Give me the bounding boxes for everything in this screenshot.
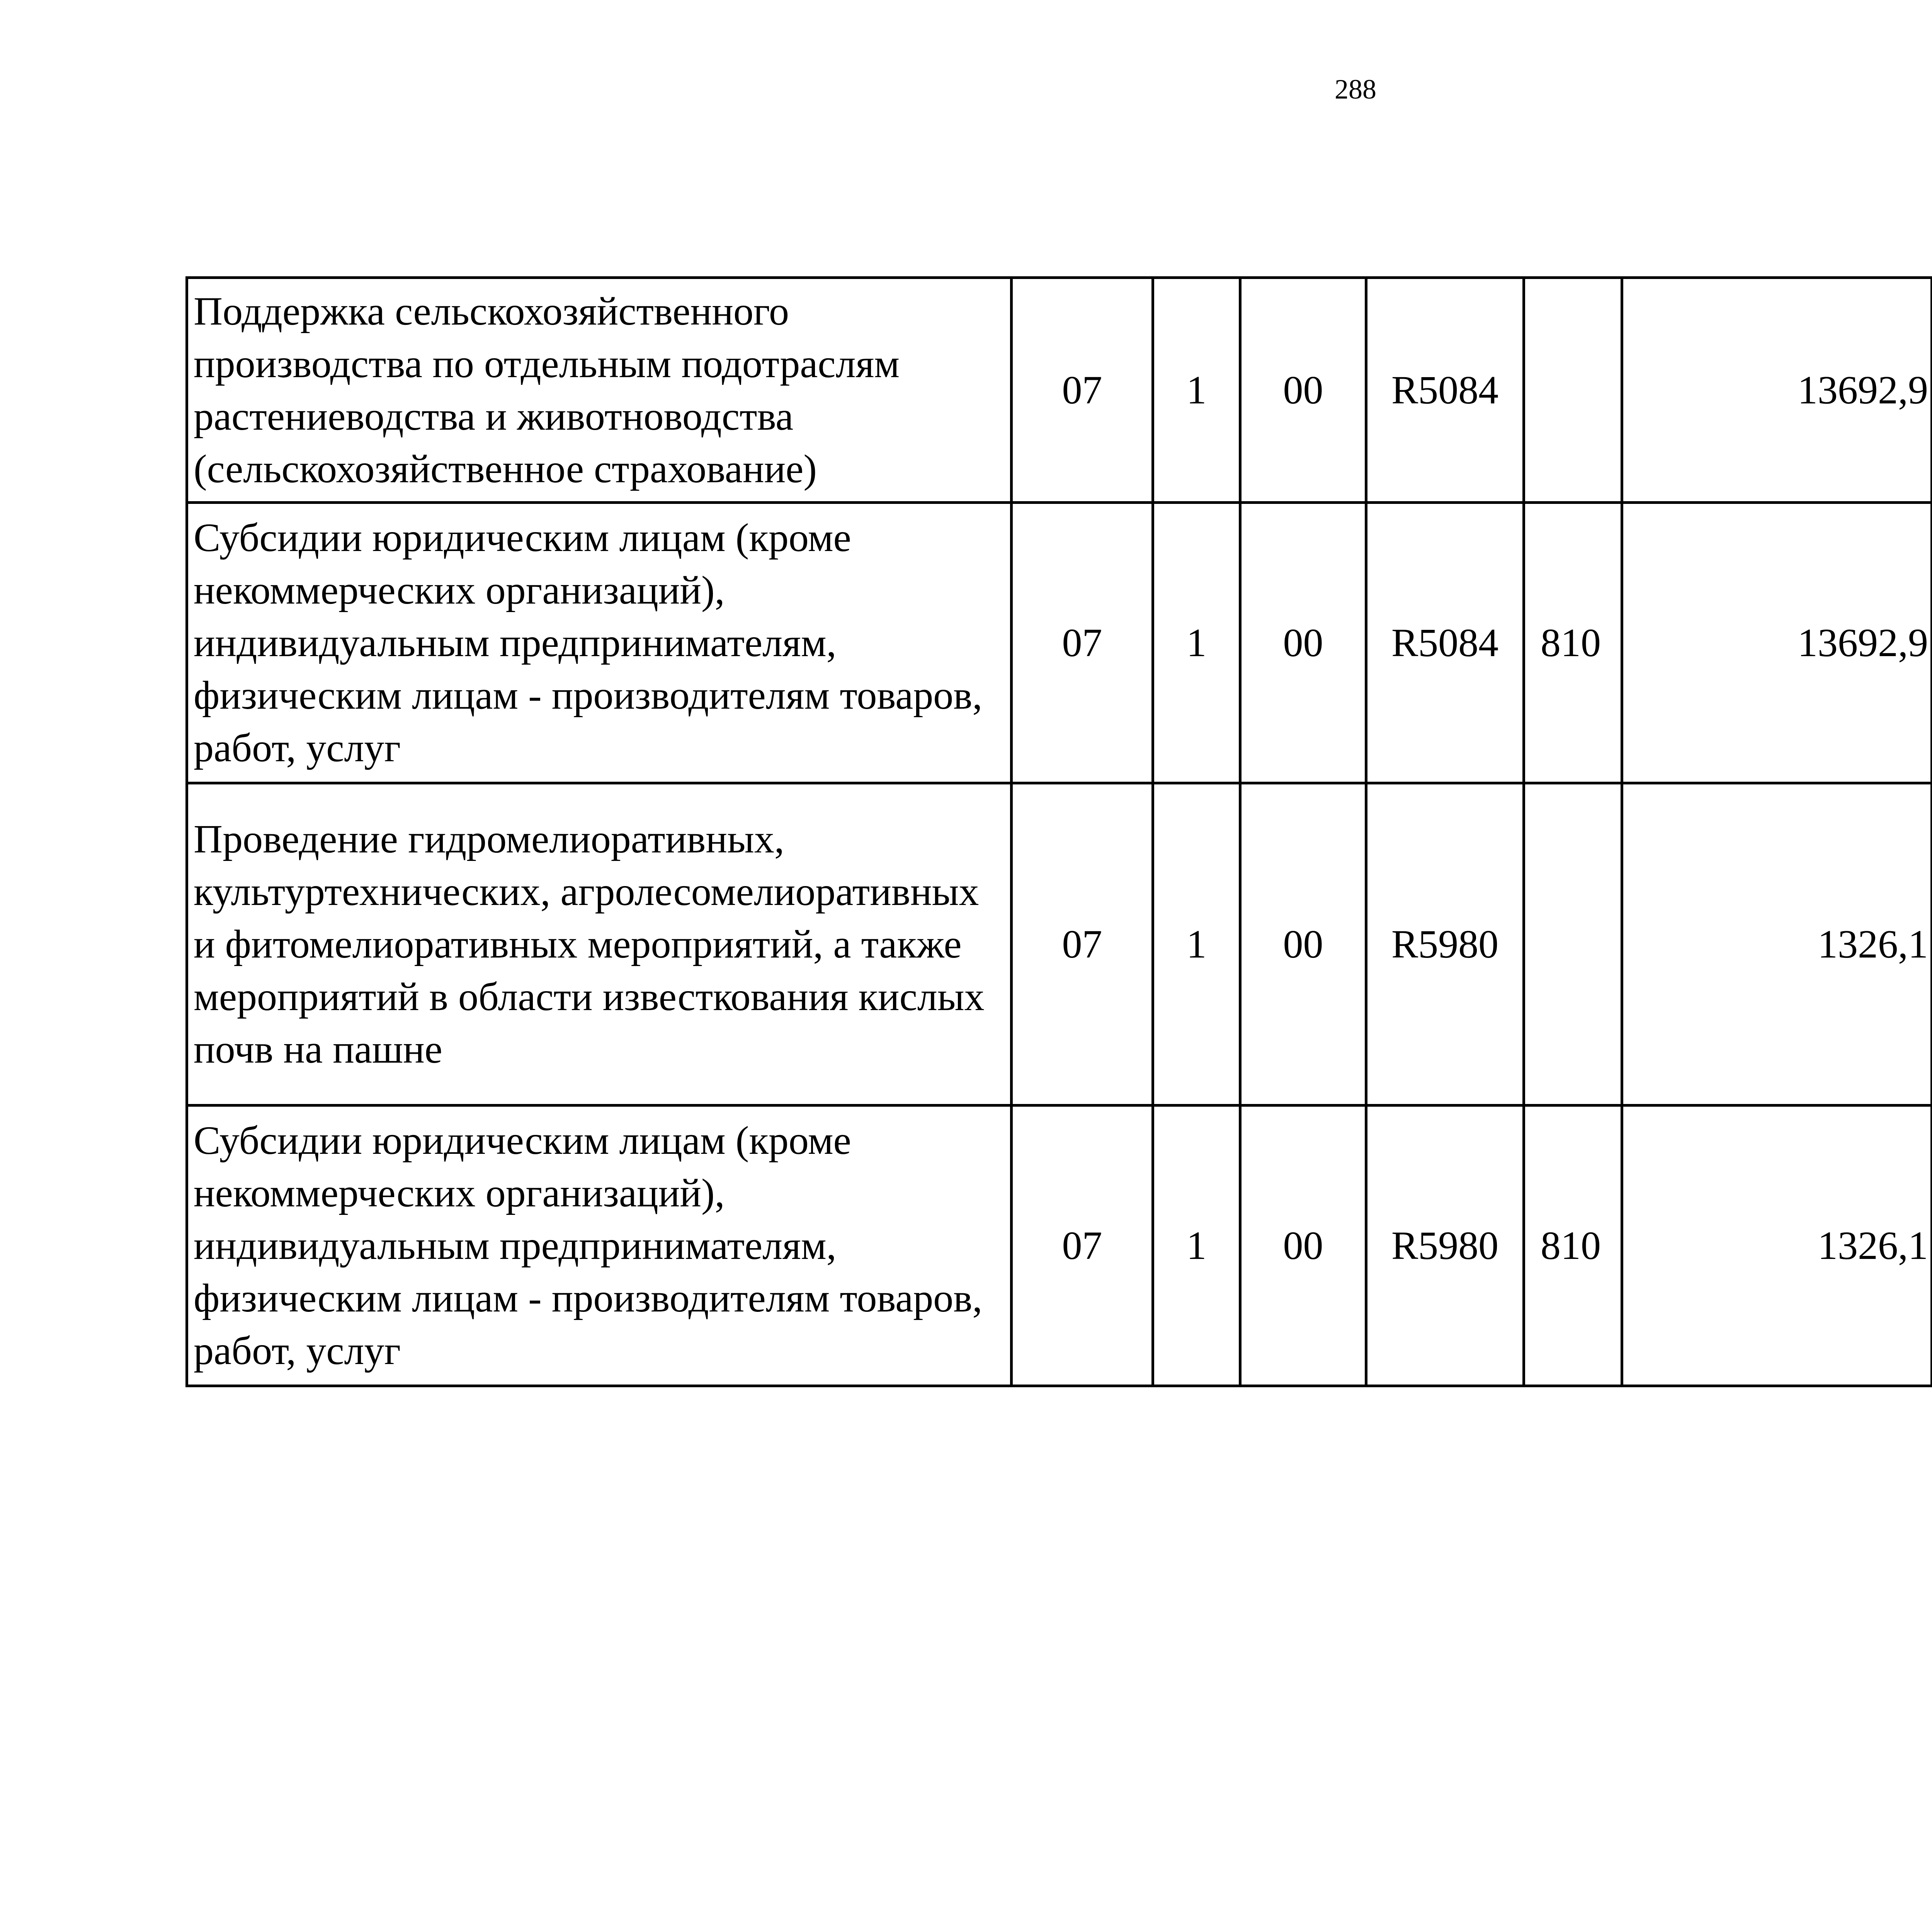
expense-type-code: 810 — [1524, 503, 1622, 783]
amount-year-1: 1326,1 — [1622, 783, 1932, 1106]
table-row — [187, 783, 1932, 1106]
target-code: R5084 — [1366, 503, 1524, 783]
row-description: Субсидии юридическим лицам (кроме некоммерческих организаций), индивидуальным предпринимателям, физическим лицам - производителям товаров, работ, услуг — [187, 1106, 1012, 1386]
program-code: 1 — [1153, 1106, 1240, 1386]
subprogram-code: 00 — [1240, 1106, 1366, 1386]
amount-year-1: 13692,9 — [1622, 503, 1932, 783]
subprogram-code: 00 — [1240, 503, 1366, 783]
section-code: 07 — [1012, 783, 1153, 1106]
budget-table — [185, 276, 1932, 1387]
row-description: Проведение гидромелиоративных, культуртехнических, агролесомелиоративных и фитомелиоративных мероприятий, а также мероприятий в области известкования кислых почв на пашне — [187, 783, 1012, 1106]
target-code: R5980 — [1366, 1106, 1524, 1386]
amount-year-1: 1326,1 — [1622, 1106, 1932, 1386]
table-row — [187, 503, 1932, 783]
section-code: 07 — [1012, 278, 1153, 503]
section-code: 07 — [1012, 503, 1153, 783]
program-code: 1 — [1153, 783, 1240, 1106]
program-code: 1 — [1153, 503, 1240, 783]
row-description: Субсидии юридическим лицам (кроме некоммерческих организаций), индивидуальным предпринимателям, физическим лицам - производителям товаров, работ, услуг — [187, 503, 1012, 783]
amount-year-1: 13692,9 — [1622, 278, 1932, 503]
table-row — [187, 1106, 1932, 1386]
table-row — [187, 278, 1932, 503]
subprogram-code: 00 — [1240, 278, 1366, 503]
expense-type-code: 810 — [1524, 1106, 1622, 1386]
target-code: R5084 — [1366, 278, 1524, 503]
target-code: R5980 — [1366, 783, 1524, 1106]
page-number: 288 — [1335, 74, 1376, 105]
program-code: 1 — [1153, 278, 1240, 503]
expense-type-code — [1524, 278, 1622, 503]
row-description: Поддержка сельскохозяйственного производства по отдельным подотраслям растениеводства и животноводства (сельскохозяйственное страхование) — [187, 278, 1012, 503]
section-code: 07 — [1012, 1106, 1153, 1386]
expense-type-code — [1524, 783, 1622, 1106]
subprogram-code: 00 — [1240, 783, 1366, 1106]
